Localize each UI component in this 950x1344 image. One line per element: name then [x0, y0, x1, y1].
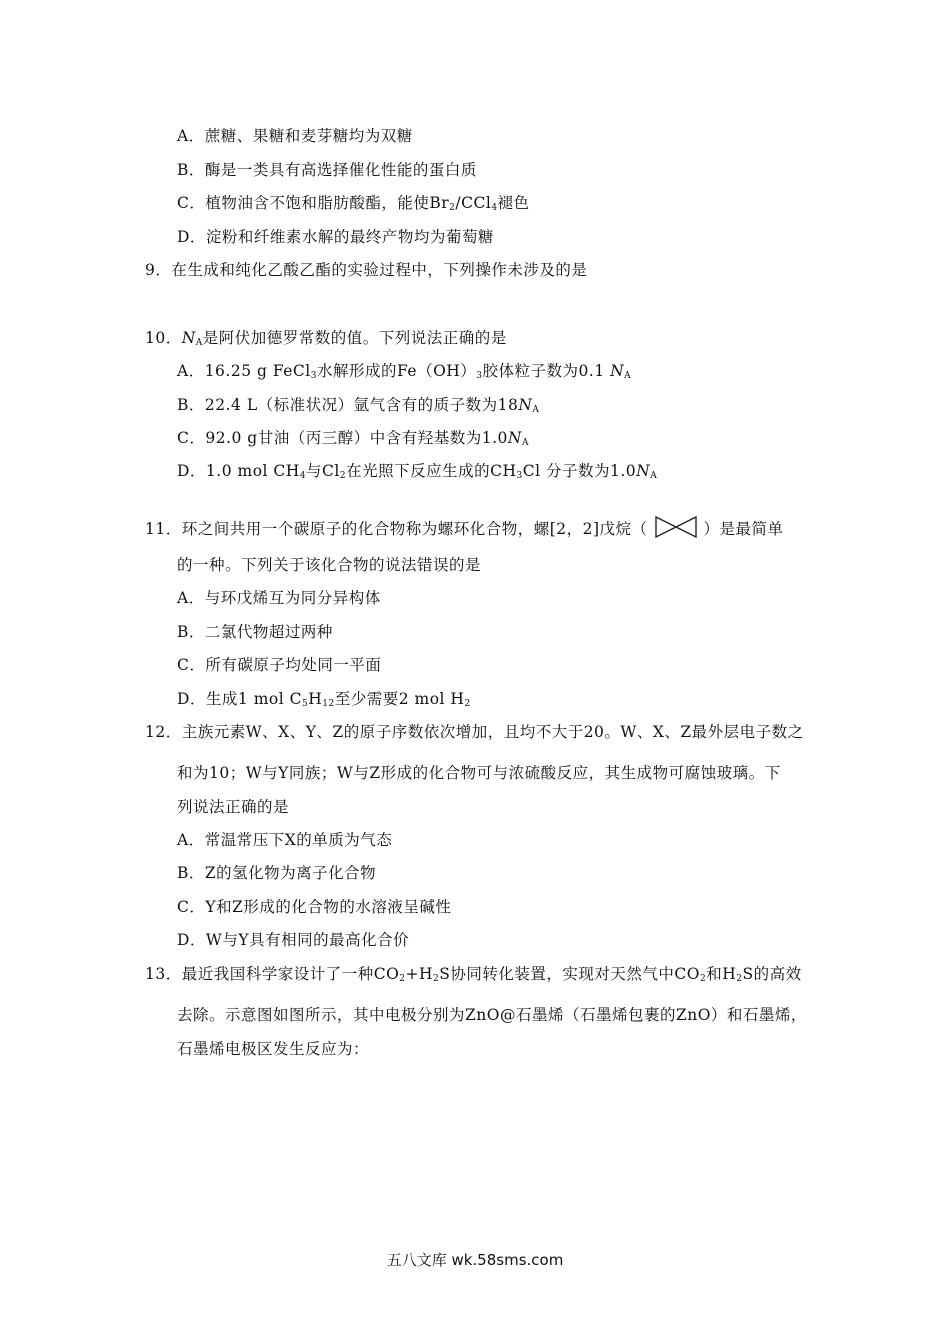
spiropentane-structure-icon	[654, 514, 698, 540]
q11-option-b: B．二氯代物超过两种	[177, 623, 333, 641]
q11-option-d: D．生成1 mol $C_5H_{12}$至少需要2 mol $H_2$	[177, 690, 471, 709]
q12-stem-line2: 和为10；W与Y同族；W与Z形成的化合物可与浓硫酸反应，其生成物可腐蚀玻璃。下	[177, 764, 781, 782]
q12-stem-line1: 12．主族元素W、X、Y、Z的原子序数依次增加，且均不大于20。W、X、Z最外层电子数之	[145, 723, 804, 741]
q12-stem-line3: 列说法正确的是	[177, 798, 290, 816]
q8-option-c: C．植物油含不饱和脂肪酸酯，能使$Br_2/CCl_4$褪色	[177, 194, 530, 213]
q11-option-a: A．与环戊烯互为同分异构体	[177, 589, 381, 607]
q8-option-a: A．蔗糖、果糖和麦芽糖均为双糖	[177, 127, 413, 145]
q11-option-c: C．所有碳原子均处同一平面	[177, 656, 382, 674]
q10-option-d: D．1.0 mol $CH_4$与$Cl_2$在光照下反应生成的$CH_3Cl$ 分子数为$1.0N_A$	[177, 462, 658, 481]
q10-option-b: B．22.4 L（标准状况）氩气含有的质子数为$18N_A$	[177, 396, 540, 415]
q12-option-c: C．Y和Z形成的化合物的水溶液呈碱性	[177, 898, 452, 916]
q8-option-d: D．淀粉和纤维素水解的最终产物均为葡萄糖	[177, 228, 494, 246]
q8-option-b: B．酶是一类具有高选择催化性能的蛋白质	[177, 161, 477, 179]
q13-stem-line3: 石墨烯电极区发生反应为：	[177, 1040, 370, 1058]
q11-stem-line2: 的一种。下列关于该化合物的说法错误的是	[177, 556, 482, 574]
q9-stem: 9．在生成和纯化乙酸乙酯的实验过程中，下列操作未涉及的是	[145, 261, 588, 279]
q10-stem: 10．$N_A$是阿伏加德罗常数的值。下列说法正确的是	[145, 329, 507, 348]
q11-stem-line1: 11．环之间共用一个碳原子的化合物称为螺环化合物，螺[2，2]戊烷（ ）是最简单	[145, 514, 784, 540]
q12-option-d: D．W与Y具有相同的最高化合价	[177, 931, 410, 949]
q12-option-a: A．常温常压下X的单质为气态	[177, 831, 393, 849]
q10-option-a: A．16.25 g FeCl$_3$水解形成的$Fe(OH)_3$胶体粒子数为0.1 $N_A$	[177, 362, 632, 381]
q12-option-b: B．Z的氢化物为离子化合物	[177, 864, 377, 882]
q10-option-c: C．92.0 g甘油（丙三醇）中含有羟基数为$1.0N_A$	[177, 429, 529, 448]
q13-stem-line2: 去除。示意图如图所示，其中电极分别为ZnO@石墨烯（石墨烯包裹的ZnO）和石墨烯，	[177, 1006, 807, 1024]
footer-watermark: 五八文库 wk.58sms.com	[386, 1251, 564, 1269]
q13-stem-line1: 13．最近我国科学家设计了一种$CO_2+H_2S$协同转化装置，实现对天然气中$CO_2$和$H_2S$的高效	[145, 965, 802, 984]
